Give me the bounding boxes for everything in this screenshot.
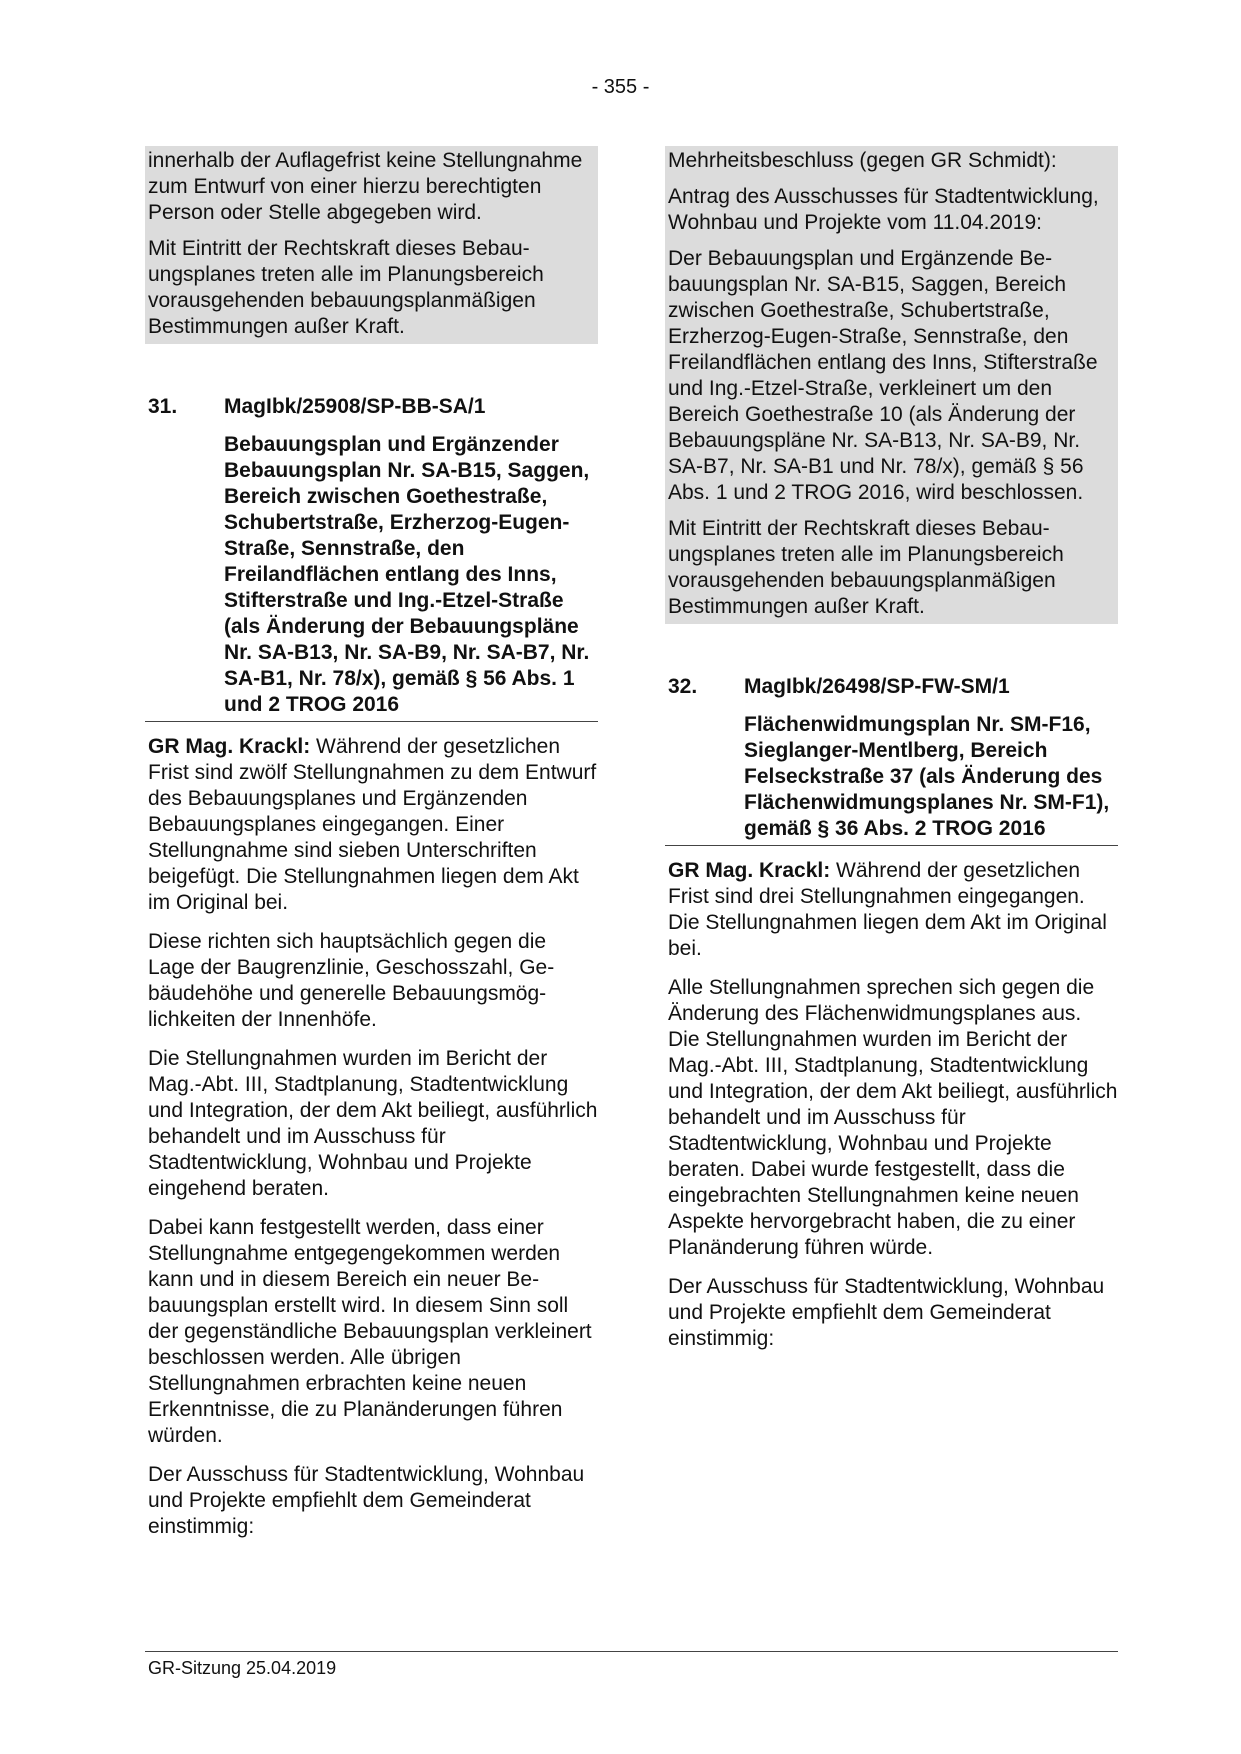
body-paragraph: Der Ausschuss für Stadtentwicklung, Wohnbau und Projekte empfiehlt dem Gemeinderat einstimmig:: [668, 1275, 1105, 1350]
speaker-name: GR Mag. Krackl:: [668, 859, 831, 882]
item-title: Flächenwidmungsplan Nr. SM-F16, Sieglanger-Mentlberg, Bereich Felseckstraße 37 (als Änderung des Flächenwidmungsplanes Nr. SM-F1), gemäß § 36 Abs. 2 TROG 2016: [744, 713, 1110, 840]
left-shaded-paragraph: innerhalb der Auflagefrist keine Stellungnahme zum Entwurf von einer hierzu berechtigten Person oder Stelle abgegeben wird.: [148, 149, 583, 224]
body-paragraph: Diese richten sich hauptsächlich gegen die Lage der Baugrenzlinie, Geschosszahl, Gebäudehöhe und generelle Bebauungsmöglichkeiten der Innenhöfe.: [148, 930, 555, 1031]
agenda-item-31: [145, 394, 598, 721]
right-shaded-paragraph: Mit Eintritt der Rechtskraft dieses Bebauungsplanes treten alle im Planungsbereich vorausgehenden bebauungsplanmäßigen Bestimmungen außer Kraft.: [668, 517, 1064, 618]
right-column: [665, 146, 1118, 1365]
left-resolution-box: [145, 146, 598, 344]
item-reference: MagIbk/25908/SP-BB-SA/1: [224, 395, 486, 418]
divider: [145, 721, 598, 722]
item-number: 31.: [148, 395, 178, 418]
speaker-name: GR Mag. Krackl:: [148, 735, 311, 758]
body-paragraph: Alle Stellungnahmen sprechen sich gegen die Änderung des Flächenwidmungsplanes aus. Die Stellungnahmen wurden im Bericht der Mag.-Abt. III, Stadtplanung, Stadtentwicklung und Integration, der dem Akt beiliegt, ausführlich behandelt und im Ausschuss für Stadtentwicklung, Wohnbau und Projekte beraten. Dabei wurde festgestellt, dass die eingebrachten Stellungnahmen keine neuen Aspekte hervorgebracht haben, die zu einer Planänderung führen würde.: [668, 976, 1118, 1259]
speaker-text: Während der gesetzlichen Frist sind zwölf Stellungnahmen zu dem Entwurf des Bebauungsplanes und Ergänzenden Bebauungsplanes eingegangen. Einer Stellungnahme sind sieben Unterschriften beigefügt. Die Stellungnahmen liegen dem Akt im Original bei.: [148, 735, 597, 914]
left-shaded-paragraph: Mit Eintritt der Rechtskraft dieses Bebauungsplanes treten alle im Planungsbereich vorausgehenden bebauungsplanmäßigen Bestimmungen außer Kraft.: [148, 237, 544, 338]
item-title: Bebauungsplan und Ergänzender Bebauungsplan Nr. SA-B15, Saggen, Bereich zwischen Goethestraße, Schubertstraße, Erzherzog-Eugen-Straße, Sennstraße, den Freilandflächen entlang des Inns, Stifterstraße und Ing.-Etzel-Straße (als Änderung der Bebauungspläne Nr. SA-B13, Nr. SA-B9, Nr. SA-B7, Nr. SA-B1, Nr. 78/x), gemäß § 56 Abs. 1 und 2 TROG 2016: [224, 433, 590, 716]
right-shaded-paragraph: Der Bebauungsplan und Ergänzende Bebauungsplan Nr. SA-B15, Saggen, Bereich zwischen Goethestraße, Schubertstraße, Erzherzog-Eugen-Straße, Sennstraße, den Freilandflächen entlang des Inns, Stifterstraße und Ing.-Etzel-Straße, verkleinert um den Bereich Goethestraße 10 (als Änderung der Bebauungspläne Nr. SA-B13, Nr. SA-B9, Nr. SA-B7, Nr. SA-B1 und Nr. 78/x), gemäß § 56 Abs. 1 und 2 TROG 2016, wird beschlossen.: [668, 247, 1098, 504]
right-shaded-paragraph: Mehrheitsbeschluss (gegen GR Schmidt):: [668, 149, 1057, 172]
footer-session-date: GR-Sitzung 25.04.2019: [148, 1658, 337, 1678]
right-resolution-box: [665, 146, 1118, 624]
page-number: - 355 -: [591, 76, 650, 98]
speaker-paragraph: [148, 734, 598, 916]
footer-divider: [145, 1651, 1118, 1652]
item-number: 32.: [668, 675, 698, 698]
right-shaded-paragraph: Antrag des Ausschusses für Stadtentwicklung, Wohnbau und Projekte vom 11.04.2019:: [668, 185, 1099, 234]
item-reference: MagIbk/26498/SP-FW-SM/1: [744, 675, 1010, 698]
body-paragraph: Dabei kann festgestellt werden, dass einer Stellungnahme entgegengekommen werden kann und in diesem Bereich ein neuer Bebauungsplan erstellt wird. In diesem Sinn soll der gegenständliche Bebauungsplan verkleinert beschlossen werden. Alle übrigen Stellungnahmen erbrachten keine neuen Erkenntnisse, die zu Planänderungen führen würden.: [148, 1216, 592, 1447]
body-paragraph: Die Stellungnahmen wurden im Bericht der Mag.-Abt. III, Stadtplanung, Stadtentwicklung und Integration, der dem Akt beiliegt, ausführlich behandelt und im Ausschuss für Stadtentwicklung, Wohnbau und Projekte eingehend beraten.: [148, 1047, 598, 1200]
speaker-paragraph: [668, 858, 1118, 962]
right-body: [665, 858, 1118, 1352]
left-column: [145, 146, 598, 1553]
left-body: [145, 734, 598, 1540]
divider: [665, 845, 1118, 846]
agenda-item-32: [665, 674, 1118, 845]
speaker-text: Während der gesetzlichen Frist sind drei Stellungnahmen eingegangen. Die Stellungnahmen liegen dem Akt im Original bei.: [668, 859, 1107, 960]
body-paragraph: Der Ausschuss für Stadtentwicklung, Wohnbau und Projekte empfiehlt dem Gemeinderat einstimmig:: [148, 1463, 585, 1538]
